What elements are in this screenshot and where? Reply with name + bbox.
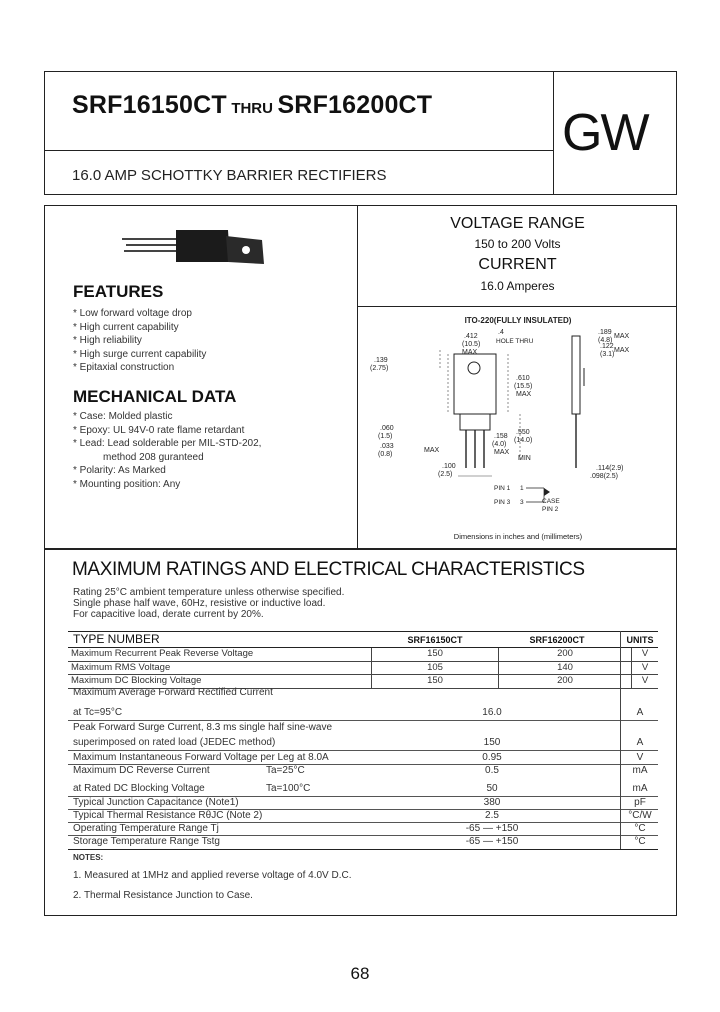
thru-label: THRU — [231, 100, 273, 117]
svg-text:(0.8): (0.8) — [378, 451, 393, 458]
ratings-heading: MAXIMUM RATINGS AND ELECTRICAL CHARACTERISTICS — [72, 559, 585, 580]
svg-text:MAX: MAX — [494, 449, 510, 456]
feature-item: * High surge current capability — [73, 348, 207, 360]
ir-value1: 0.5 — [485, 765, 499, 776]
col-srf16150ct: SRF16150CT — [407, 635, 463, 645]
mechanical-item: * Mounting position: Any — [73, 478, 181, 490]
notes-heading: NOTES: — [73, 853, 104, 862]
mechanical-item: * Case: Molded plastic — [73, 411, 173, 422]
ir-value2: 50 — [486, 783, 498, 794]
ir-cond1: Ta=25°C — [266, 765, 305, 776]
subtitle: 16.0 AMP SCHOTTKY BARRIER RECTIFIERS — [72, 167, 387, 184]
page-number: 68 — [350, 964, 370, 983]
svg-text:PIN 3: PIN 3 — [494, 499, 511, 506]
svg-text:.610: .610 — [516, 375, 530, 382]
svg-text:.033: .033 — [380, 443, 394, 450]
voltage-heading: VOLTAGE RANGE — [450, 215, 585, 232]
rating-note: For capacitive load, derate current by 20%. — [73, 609, 264, 620]
svg-text:(2.75): (2.75) — [370, 365, 389, 372]
svg-text:PIN 1: PIN 1 — [494, 485, 511, 492]
mechanical-heading: MECHANICAL DATA — [73, 387, 237, 406]
mechanical-list — [73, 410, 261, 491]
avg-current-value: 16.0 — [482, 707, 502, 718]
tstg-unit: °C — [634, 836, 646, 847]
col-type-number: TYPE NUMBER — [73, 632, 160, 646]
col-units: UNITS — [626, 635, 654, 645]
voltage-value: 150 to 200 Volts — [474, 237, 561, 251]
part-first: SRF16150CT — [72, 91, 227, 119]
unit-cell: V — [632, 661, 659, 675]
current-value: 16.0 Amperes — [480, 279, 555, 293]
svg-text:.158: .158 — [494, 433, 508, 440]
avg-current-line2: at Tc=95°C — [73, 707, 123, 718]
value-cell: 150 — [372, 675, 499, 689]
tstg-value: -65 — +150 — [465, 836, 519, 847]
vf-param: Maximum Instantaneous Forward Voltage per Leg at 8.0A — [73, 752, 329, 763]
mechanical-item: * Epoxy: UL 94V-0 rate flame retardant — [73, 424, 245, 436]
rth-unit: °C/W — [628, 810, 652, 821]
rth-param: Typical Thermal Resistance RθJC (Note 2) — [73, 810, 263, 821]
svg-text:.114(2.9): .114(2.9) — [596, 465, 624, 472]
value-cell: 150 — [372, 648, 499, 661]
svg-text:.060: .060 — [380, 425, 394, 432]
svg-text:.4: .4 — [498, 329, 504, 336]
value-cell: 200 — [499, 648, 632, 661]
cj-value: 380 — [483, 797, 501, 808]
svg-text:MAX: MAX — [614, 347, 630, 354]
unit-cell: V — [632, 648, 659, 661]
value-cell: 200 — [499, 675, 632, 689]
feature-item: * High reliability — [73, 335, 142, 346]
mechanical-item: method 208 guranteed — [103, 451, 204, 463]
part-last: SRF16200CT — [277, 91, 433, 119]
svg-text:MAX: MAX — [614, 333, 630, 340]
svg-text:(3.1): (3.1) — [600, 351, 615, 358]
voltage-table — [68, 648, 658, 689]
row-rule — [68, 720, 658, 721]
logo: GW — [562, 104, 648, 162]
svg-text:.122: .122 — [600, 343, 614, 350]
value-cell: 105 — [372, 661, 499, 675]
avg-current-line1: Maximum Average Forward Rectified Current — [73, 687, 273, 698]
current-heading: CURRENT — [478, 256, 557, 273]
svg-text:PIN 2: PIN 2 — [542, 506, 559, 513]
table-row — [68, 648, 658, 661]
svg-text:(14.0): (14.0) — [514, 437, 533, 444]
svg-text:(4.0): (4.0) — [492, 441, 507, 448]
mechanical-item: * Polarity: As Marked — [73, 465, 166, 476]
rth-value: 2.5 — [485, 810, 499, 821]
ir-line1: Maximum DC Reverse Current — [73, 765, 210, 776]
cj-unit: pF — [634, 797, 646, 808]
top-value: -65 — +150 — [465, 823, 519, 834]
svg-text:.189: .189 — [598, 329, 612, 336]
svg-text:.098(2.5): .098(2.5) — [590, 473, 619, 480]
component-image — [118, 222, 268, 270]
top-param: Operating Temperature Range Tj — [73, 823, 219, 834]
svg-text:.100: .100 — [442, 463, 456, 470]
feature-item: * High current capability — [73, 321, 179, 333]
rating-note: Rating 25°C ambient temperature unless otherwise specified. — [73, 587, 345, 598]
surge-line1: Peak Forward Surge Current, 8.3 ms single half sine-wave — [73, 722, 333, 733]
svg-text:(15.5): (15.5) — [514, 383, 533, 390]
svg-text:(10.5): (10.5) — [462, 341, 481, 348]
svg-text:MAX: MAX — [516, 391, 532, 398]
vf-value: 0.95 — [482, 752, 502, 763]
rating-note: Single phase half wave, 60Hz, resistive or inductive load. — [73, 598, 326, 609]
svg-text:.139: .139 — [374, 357, 388, 364]
package-title: ITO-220(FULLY INSULATED) — [464, 316, 572, 325]
svg-text:HOLE THRU: HOLE THRU — [496, 338, 534, 345]
svg-text:3: 3 — [520, 499, 524, 506]
param-cell: Maximum RMS Voltage — [68, 661, 372, 675]
svg-text:(2.5): (2.5) — [438, 471, 453, 478]
ir-unit1: mA — [632, 765, 648, 776]
ratings-box-divider — [357, 306, 677, 307]
ir-line2: at Rated DC Blocking Voltage — [73, 783, 205, 794]
cj-param: Typical Junction Capacitance (Note1) — [73, 797, 239, 808]
note-item: 2. Thermal Resistance Junction to Case. — [73, 890, 253, 901]
surge-unit: A — [636, 737, 644, 748]
param-cell: Maximum DC Blocking Voltage — [68, 675, 372, 689]
part-title — [72, 91, 432, 120]
features-list — [73, 307, 206, 375]
header-divider-v — [553, 71, 554, 195]
svg-text:MAX: MAX — [424, 447, 440, 454]
col-srf16200ct: SRF16200CT — [529, 635, 585, 645]
tstg-param: Storage Temperature Range Tstg — [73, 836, 220, 847]
svg-text:(4.8): (4.8) — [598, 337, 613, 344]
header-divider-h — [44, 150, 554, 151]
col-divider — [620, 631, 621, 849]
surge-line2: superimposed on rated load (JEDEC method) — [73, 737, 276, 748]
svg-text:(1.5): (1.5) — [378, 433, 393, 440]
note-item: 1. Measured at 1MHz and applied reverse voltage of 4.0V D.C. — [73, 870, 352, 881]
package-drawing — [358, 310, 676, 546]
ir-cond2: Ta=100°C — [266, 783, 311, 794]
row-rule — [68, 750, 658, 751]
feature-item: * Low forward voltage drop — [73, 308, 192, 319]
svg-text:MIN: MIN — [518, 455, 531, 462]
vf-unit: V — [636, 752, 644, 763]
surge-value: 150 — [483, 737, 501, 748]
table-rule — [68, 849, 658, 850]
svg-text:.550: .550 — [516, 429, 530, 436]
features-heading: FEATURES — [73, 282, 164, 301]
svg-text:MAX: MAX — [462, 349, 478, 356]
unit-cell: V — [632, 675, 659, 689]
drawing-caption: Dimensions in inches and (millimeters) — [453, 532, 583, 541]
table-row — [68, 661, 658, 675]
svg-text:CASE: CASE — [542, 498, 560, 505]
ir-unit2: mA — [632, 783, 648, 794]
avg-current-unit: A — [636, 707, 644, 718]
param-cell: Maximum Recurrent Peak Reverse Voltage — [68, 648, 372, 661]
svg-text:.412: .412 — [464, 333, 478, 340]
mechanical-item: * Lead: Lead solderable per MIL-STD-202, — [73, 438, 262, 449]
feature-item: * Epitaxial construction — [73, 362, 175, 373]
top-unit: °C — [634, 823, 646, 834]
value-cell: 140 — [499, 661, 632, 675]
svg-text:1: 1 — [520, 485, 524, 492]
